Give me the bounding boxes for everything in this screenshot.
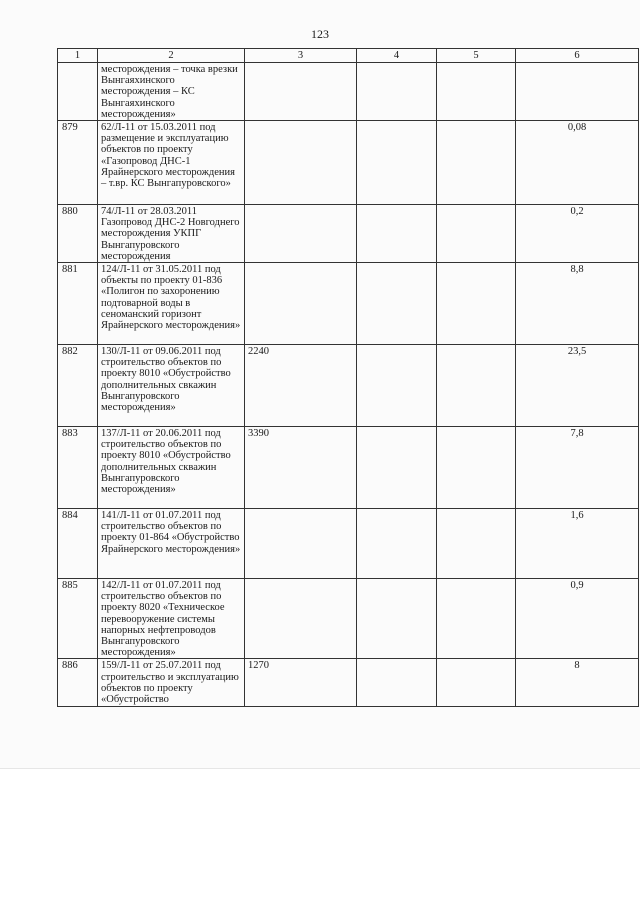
row-col6: 8,8 (516, 263, 639, 345)
page-number: 123 (311, 27, 329, 41)
row-col5 (437, 63, 516, 121)
row-col3 (245, 263, 357, 345)
row-col5 (437, 659, 516, 707)
table-row (58, 121, 639, 205)
row-col3: 3390 (245, 427, 357, 509)
row-col3: 1270 (245, 659, 357, 707)
row-number: 881 (58, 263, 98, 345)
table-row (58, 509, 639, 579)
row-description: 141/Л-11 от 01.07.2011 под строительство объектов по проекту 01-864 «Обустройство Ярайнерского месторождения» (98, 509, 245, 579)
row-col6: 7,8 (516, 427, 639, 509)
row-col4 (357, 345, 437, 427)
row-description: 142/Л-11 от 01.07.2011 под строительство объектов по проекту 8020 «Техническое перевооружение системы напорных нефтепроводов Вынгапуровского месторождения» (98, 579, 245, 659)
table-row (58, 345, 639, 427)
row-number: 879 (58, 121, 98, 205)
row-number: 883 (58, 427, 98, 509)
row-number (58, 63, 98, 121)
column-header-4: 4 (357, 49, 437, 63)
row-col3 (245, 579, 357, 659)
row-number: 880 (58, 205, 98, 263)
table-header-row (58, 49, 639, 63)
table-row (58, 427, 639, 509)
row-col3 (245, 63, 357, 121)
column-header-6: 6 (516, 49, 639, 63)
row-description: месторождения – точка врезки Вынгаяхинского месторождения – КС Вынгаяхинского месторождения» (98, 63, 245, 121)
row-col6 (516, 63, 639, 121)
row-col6: 0,2 (516, 205, 639, 263)
row-description: 137/Л-11 от 20.06.2011 под строительство объектов по проекту 8010 «Обустройство дополнительных скважин Вынгапуровского месторождения» (98, 427, 245, 509)
column-header-5: 5 (437, 49, 516, 63)
row-description: 159/Л-11 от 25.07.2011 под строительство и эксплуатацию объектов по проекту «Обустройство (98, 659, 245, 707)
row-col4 (357, 63, 437, 121)
table-row (58, 63, 639, 121)
row-col4 (357, 263, 437, 345)
row-description: 74/Л-11 от 28.03.2011 Газопровод ДНС-2 Новгоднего месторождения УКПГ Вынгапуровского месторождения (98, 205, 245, 263)
row-number: 884 (58, 509, 98, 579)
row-col4 (357, 579, 437, 659)
column-header-1: 1 (58, 49, 98, 63)
row-description: 62/Л-11 от 15.03.2011 под размещение и эксплуатацию объектов по проекту «Газопровод ДНС-1 Ярайнерского месторождения – т.вр. КС Вынгапуровского» (98, 121, 245, 205)
row-col4 (357, 659, 437, 707)
row-col5 (437, 121, 516, 205)
table-row (58, 263, 639, 345)
row-col4 (357, 509, 437, 579)
row-col5 (437, 205, 516, 263)
row-col4 (357, 205, 437, 263)
row-col3 (245, 121, 357, 205)
row-col5 (437, 263, 516, 345)
row-description: 130/Л-11 от 09.06.2011 под строительство объектов по проекту 8010 «Обустройство дополнительных свкажин Вынгапуровского месторождения» (98, 345, 245, 427)
table-row (58, 205, 639, 263)
row-col3 (245, 205, 357, 263)
column-header-2: 2 (98, 49, 245, 63)
row-col3: 2240 (245, 345, 357, 427)
row-col3 (245, 509, 357, 579)
column-header-3: 3 (245, 49, 357, 63)
row-col4 (357, 427, 437, 509)
table-row (58, 659, 639, 707)
row-number: 885 (58, 579, 98, 659)
land-plots-table (57, 48, 639, 707)
row-col5 (437, 427, 516, 509)
row-col5 (437, 345, 516, 427)
row-number: 882 (58, 345, 98, 427)
row-number: 886 (58, 659, 98, 707)
row-col6: 0,08 (516, 121, 639, 205)
row-col5 (437, 509, 516, 579)
row-col6: 8 (516, 659, 639, 707)
row-col6: 1,6 (516, 509, 639, 579)
row-col5 (437, 579, 516, 659)
row-col6: 23,5 (516, 345, 639, 427)
row-description: 124/Л-11 от 31.05.2011 под объекты по проекту 01-836 «Полигон по захоронению подтоварной воды в сеноманский горизонт Ярайнерского месторождения» (98, 263, 245, 345)
row-col6: 0,9 (516, 579, 639, 659)
row-col4 (357, 121, 437, 205)
table-row (58, 579, 639, 659)
